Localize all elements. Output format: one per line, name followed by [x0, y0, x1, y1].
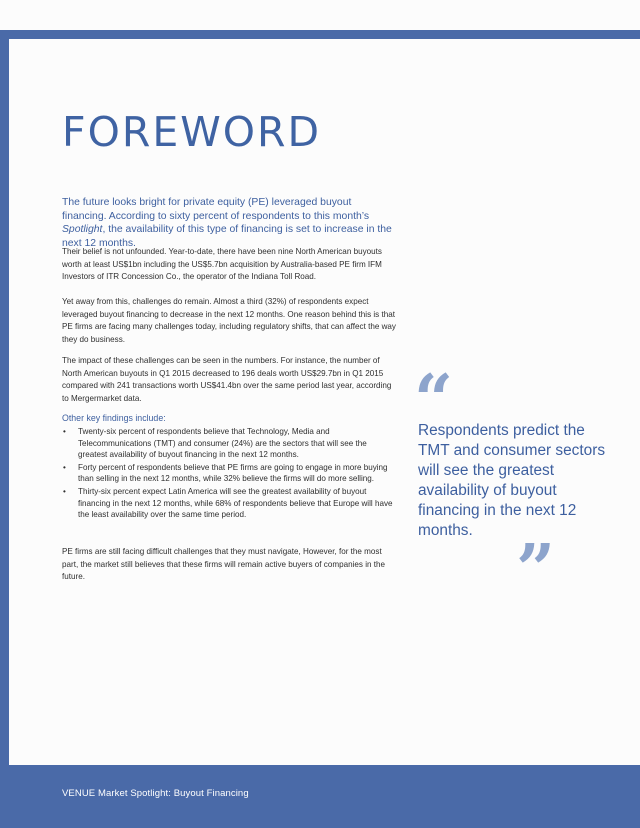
pull-quote: Respondents predict the TMT and consumer sectors will see the greatest availability of buyout financing in the next 12 months.	[418, 422, 606, 539]
left-border-bar	[0, 30, 9, 770]
findings-list	[62, 426, 396, 522]
close-quote-icon: ”	[516, 530, 556, 610]
list-item	[62, 462, 396, 485]
list-item	[62, 426, 396, 461]
intro-paragraph	[62, 196, 397, 250]
bullet-icon: •	[63, 427, 66, 436]
body-paragraph-3: The impact of these challenges can be seen in the numbers. For instance, the number of North American buyouts in Q1 2015 decreased to 196 deals worth US$29.7bn in Q1 2015 compared with 241 transactions worth US$41.4bn over the same period last year, according to Mergermarket data.	[62, 356, 392, 403]
finding-text: Forty percent of respondents believe that PE firms are going to engage in more buying than selling in the next 12 months, while 32% believe the firms will do more selling.	[78, 462, 388, 484]
intro-text-end: , the availability of this type of financing is set to increase in the next 12 months.	[62, 224, 392, 249]
bullet-icon: •	[63, 462, 66, 472]
closing-paragraph: PE firms are still facing difficult challenges that they must navigate, However, for the most part, the market still believes that these firms will remain active buyers of companies in the future.	[62, 547, 385, 581]
footer-text: VENUE Market Spotlight: Buyout Financing	[62, 788, 249, 799]
intro-emphasis: Spotlight	[62, 224, 103, 235]
body-paragraph-2: Yet away from this, challenges do remain. Almost a third (32%) of respondents expect leveraged buyout financing to decrease in the next 12 months. One reason behind this is that PE firms are facing many challenges today, including regulatory shifts, that can affect the way they do business.	[62, 297, 396, 344]
findings-heading: Other key findings include:	[62, 413, 166, 423]
open-quote-icon: “	[414, 360, 454, 440]
list-item	[62, 486, 396, 521]
body-paragraph-1: Their belief is not unfounded. Year-to-date, there have been nine North American buyouts worth at least US$1bn including the US$5.7bn acquisition by Australia-based PE firm IFM Investors of ITR Concession Co., the operator of the Indiana Toll Road.	[62, 247, 382, 281]
page-title: FOREWORD	[62, 108, 322, 156]
intro-text-start: The future looks bright for private equity (PE) leveraged buyout financing. According to sixty percent of respondents to this month’s	[62, 197, 370, 222]
bullet-icon: •	[63, 486, 66, 496]
finding-text: Thirty-six percent expect Latin America will see the greatest availability of buyout financing in the next 12 months, while 68% of respondents believe that Europe will have the least availability over the same time period.	[78, 486, 393, 520]
top-border-bar	[0, 30, 640, 39]
finding-text: Twenty-six percent of respondents believe that Technology, Media and Telecommunications (TMT) and consumer (24%) are the sectors that will see the greatest availability of buyout financing in the next 12 months.	[78, 427, 367, 460]
